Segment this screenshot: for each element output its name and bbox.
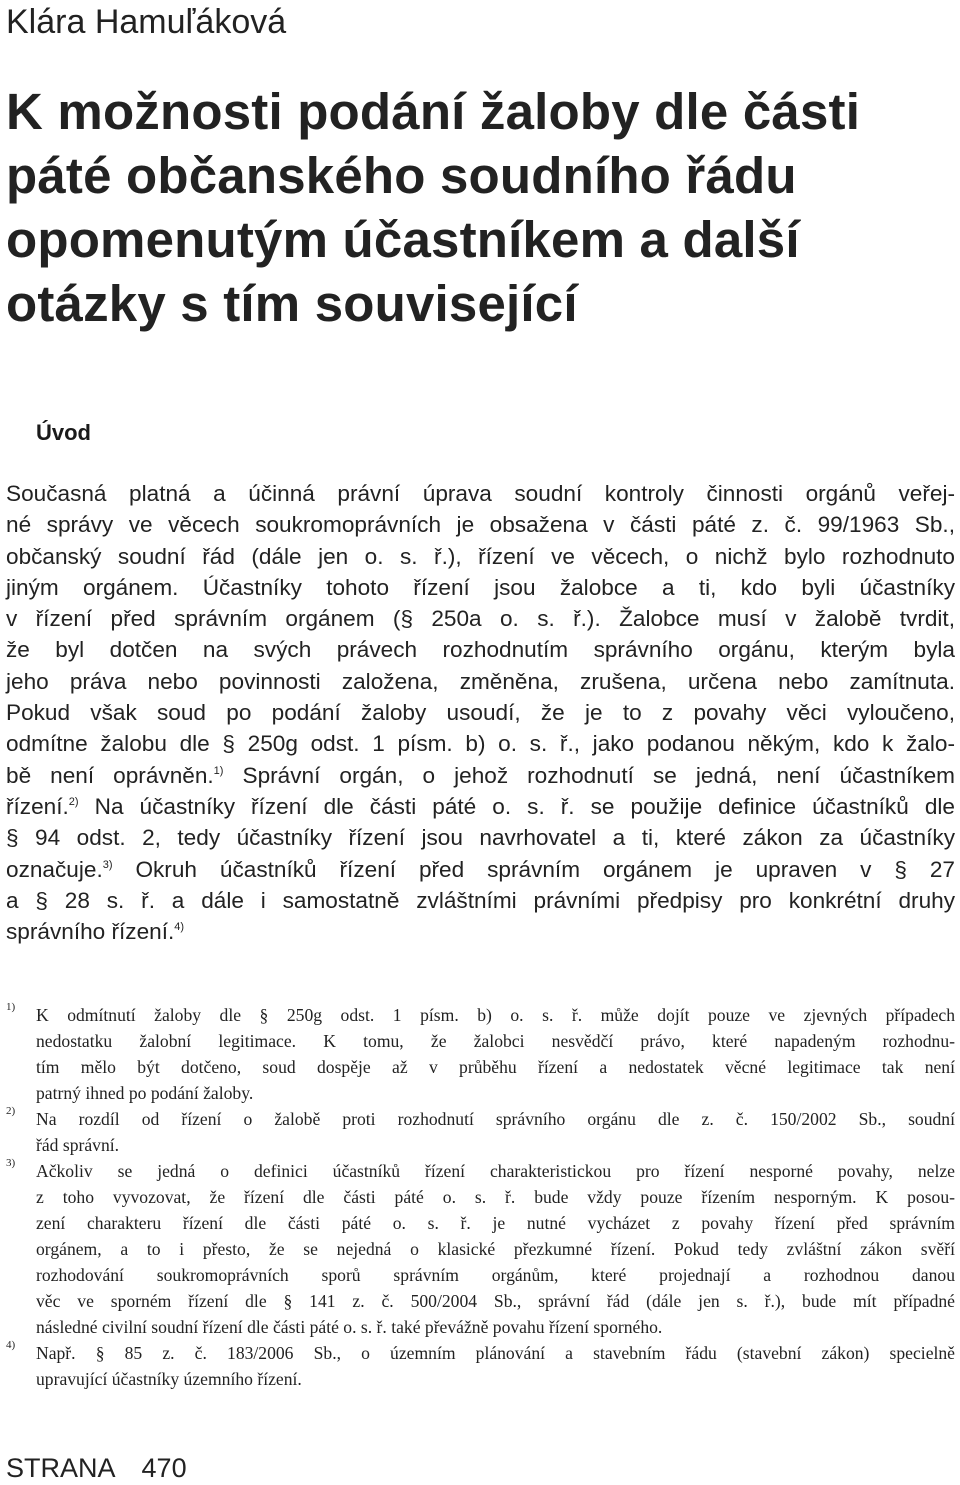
title-line: otázky s tím související <box>6 275 578 332</box>
article-title <box>6 80 936 336</box>
footnote-ref[interactable]: 3) <box>102 858 113 871</box>
footnote-line: Např. § 85 z. č. 183/2006 Sb., o územním plánování a stavebním řádu (stavební zákon) specielně <box>36 1343 955 1363</box>
footnote-mark: 2) <box>6 1105 16 1117</box>
footnote-mark: 4) <box>6 1339 16 1351</box>
body-line: odmítne žalobu dle § 250g odst. 1 písm. b) o. s. ř., jako podanou někým, kdo k žalo- <box>6 731 955 757</box>
body-line: Současná platná a účinná právní úprava soudní kontroly činnosti orgánů veřej- <box>6 481 955 506</box>
body-segment: Okruh účastníků řízení před správním orgánem je upraven v § 27 <box>135 856 956 882</box>
body-line: občanský soudní řád (dále jen o. s. ř.), řízení ve věcech, o nichž bylo rozhodnuto <box>6 543 955 569</box>
body-segment: Na účastníky řízení dle části páté o. s. ř. se použije definice účastníků dle <box>94 793 955 819</box>
body-line <box>6 791 955 822</box>
body-line: že byl dotčen na svých právech rozhodnutím správního orgánu, kterým byla <box>6 637 955 663</box>
body-line: jiným orgánem. Účastníky tohoto řízení jsou žalobce a ti, kdo byli účastníky <box>6 574 955 600</box>
body-line: a § 28 s. ř. a dále i samostatně zvláštními právními předpisy pro konkrétní druhy <box>6 887 955 913</box>
footnote-line: řád správní. <box>36 1135 120 1155</box>
body-line: Pokud však soud po podání žaloby usoudí, že je to z povahy věci vyloučeno, <box>6 700 955 726</box>
footnote-line: tím mělo být dotčeno, soud dospěje až v průběhu řízení a nedostatek věcné legitimace tak není <box>36 1057 955 1077</box>
body-segment: správního řízení. <box>6 919 175 945</box>
footnote-line: rozhodování soukromoprávních sporů správním orgánům, které projednají a rozhodnou danou <box>36 1265 955 1285</box>
footnote-ref[interactable]: 2) <box>68 795 79 808</box>
body-line <box>6 854 955 885</box>
body-segment: bě není oprávněn. <box>6 762 214 788</box>
body-line <box>6 760 955 791</box>
footnote <box>6 1158 955 1340</box>
body-segment: označuje. <box>6 856 103 882</box>
page-footer <box>6 1452 187 1484</box>
footnote-line: z toho vyvozovat, že řízení dle části páté o. s. ř. bude vždy pouze řízením nesporným. K posou- <box>36 1187 955 1207</box>
body-paragraph <box>6 478 955 947</box>
footnote <box>6 1340 955 1392</box>
body-segment: Správní orgán, o jehož rozhodnutí se jedná, není účastníkem <box>242 762 955 788</box>
footnote-line: věc ve sporném řízení dle § 141 z. č. 500/2004 Sb., správní řád (dále jen s. ř.), bude mít případné <box>36 1291 955 1311</box>
footnote-mark: 1) <box>6 1001 16 1013</box>
author-name: Klára Hamuľáková <box>6 3 287 41</box>
body-line: § 94 odst. 2, tedy účastníky řízení jsou navrhovatel a ti, které zákon za účastníky <box>6 825 955 851</box>
title-line: K možnosti podání žaloby dle části <box>6 83 861 140</box>
footnote-line: nedostatku žalobní legitimace. K tomu, že žalobci nesvědčí právo, které napadeným rozhodnu- <box>36 1031 955 1051</box>
footnote-line: K odmítnutí žaloby dle § 250g odst. 1 písm. b) o. s. ř. může dojít pouze ve zjevných případech <box>36 1005 955 1025</box>
footnote-line: následné civilní soudní řízení dle části páté o. s. ř. také převážně povahu řízení sporného. <box>36 1317 663 1337</box>
page-number: 470 <box>141 1453 187 1483</box>
footnote-line: orgánem, a to i přesto, že se nejedná o klasické přezkumné řízení. Pokud tedy zvláštní zákon svěří <box>36 1239 955 1259</box>
body-segment: řízení. <box>6 793 69 819</box>
section-heading: Úvod <box>36 420 91 445</box>
footer-label: STRANA <box>6 1453 116 1483</box>
title-line: páté občanského soudního řádu <box>6 147 797 204</box>
footnote <box>6 1106 955 1158</box>
footnote-line: upravující účastníky územního řízení. <box>36 1369 302 1389</box>
footnote-line: zení charakteru řízení dle části páté o. s. ř. je nutné vycházet z povahy řízení před správním <box>36 1213 955 1233</box>
footnote <box>6 1002 955 1106</box>
footnote-line: Ačkoliv se jedná o definici účastníků řízení charakteristickou pro řízení nesporné povahy, nelze <box>36 1161 955 1181</box>
body-line <box>6 916 955 947</box>
body-line: jeho práva nebo povinnosti založena, změněna, zrušena, určena nebo zamítnuta. <box>6 668 955 694</box>
footnotes <box>6 1002 955 1392</box>
title-line: opomenutým účastníkem a další <box>6 211 800 268</box>
footnote-line: Na rozdíl od řízení o žalobě proti rozhodnutí správního orgánu dle z. č. 150/2002 Sb., soudní <box>36 1109 955 1129</box>
body-line: né správy ve věcech soukromoprávních je obsažena v části páté z. č. 99/1963 Sb., <box>6 512 955 538</box>
body-line: v řízení před správním orgánem (§ 250a o. s. ř.). Žalobce musí v žalobě tvrdit, <box>6 606 955 632</box>
footnote-ref[interactable]: 4) <box>174 921 185 934</box>
footnote-line: patrný ihned po podání žaloby. <box>36 1083 254 1103</box>
footnote-mark: 3) <box>6 1157 16 1169</box>
footnote-ref[interactable]: 1) <box>213 764 224 777</box>
